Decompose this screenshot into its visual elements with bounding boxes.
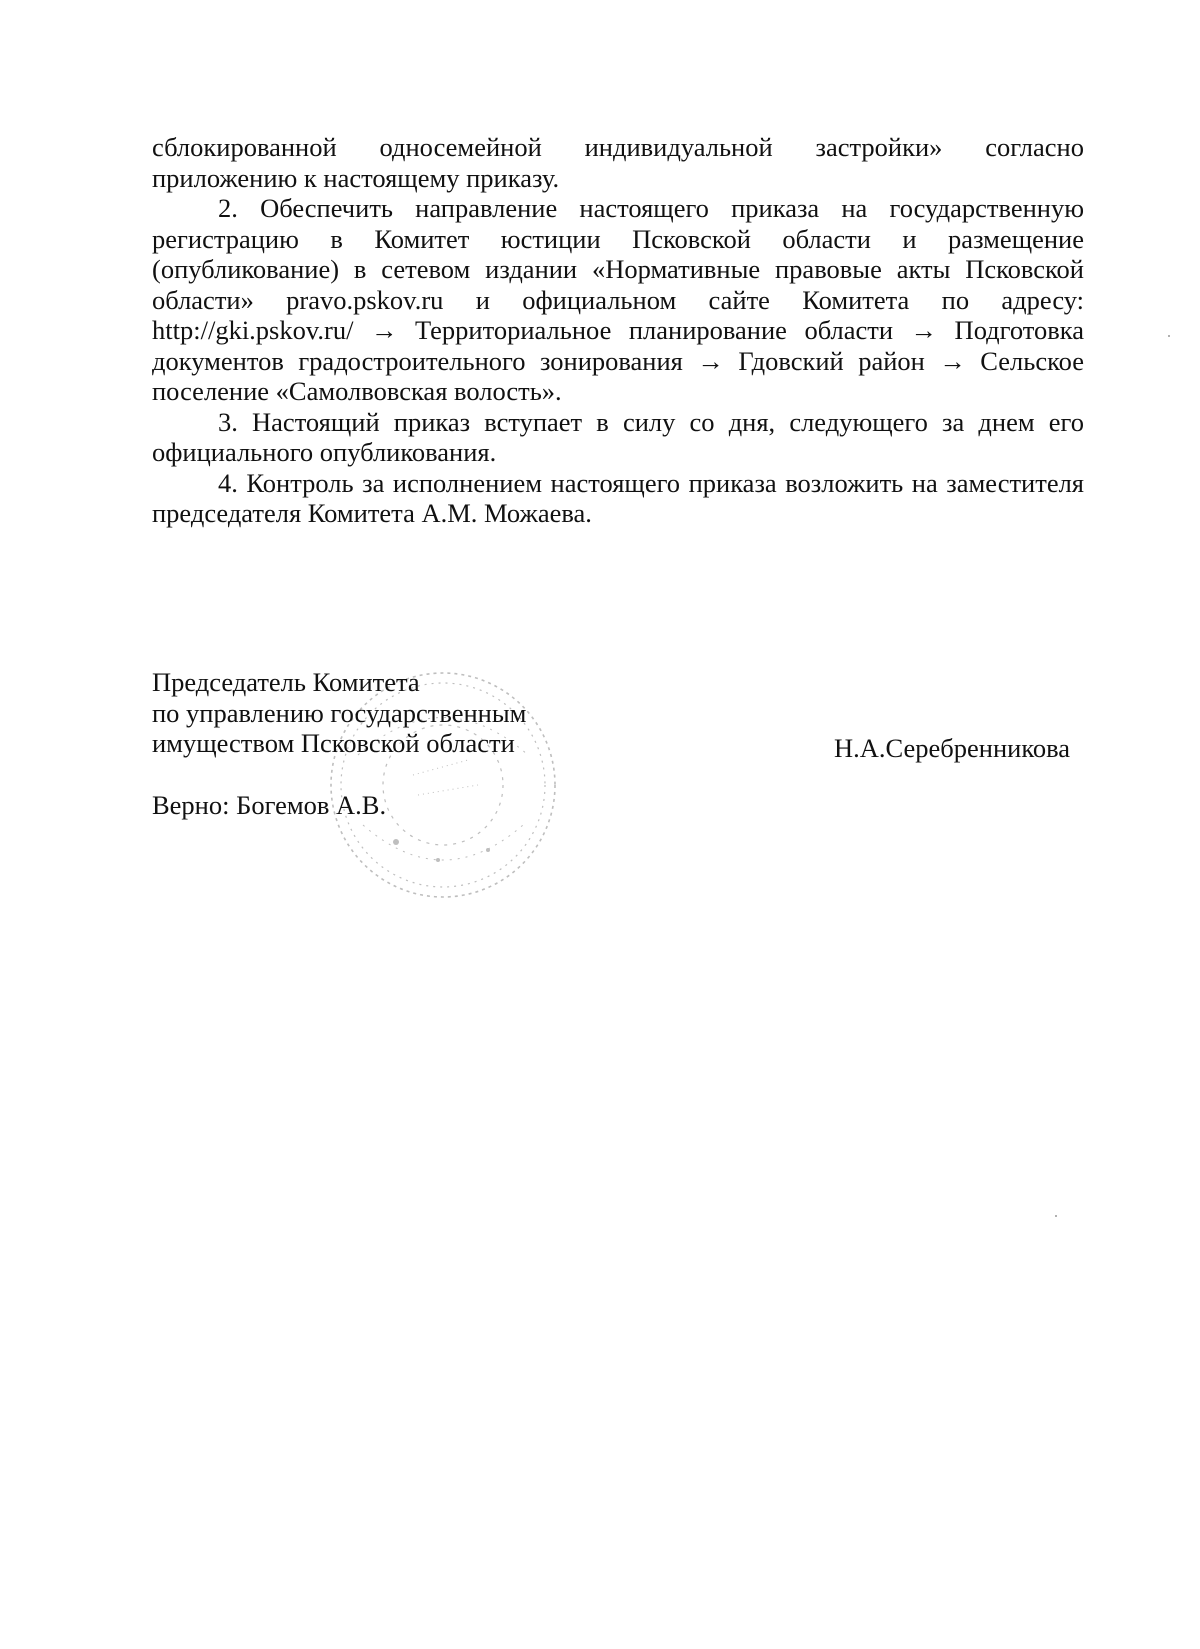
paragraph-4-control: 4. Контроль за исполнением настоящего приказа возложить на заместителя председателя Комитета А.М. Можаева. (152, 467, 1084, 528)
paragraph-2-publication: 2. Обеспечить направление настоящего приказа на государственную регистрацию в Комитет юстиции Псковской области и размещение (опубликование) в сетевом издании «Нормативные правовые акты Псковской области» pravo.pskov.ru и официальном сайте Комитета по адресу: http://gki.pskov.ru/ → Территориальное планирование области → Подготовка документов градостроительного зонирования → Гдовский район → Сельское поселение «Самолвовская волость». (152, 193, 1084, 406)
paragraph-3-effective-date: 3. Настоящий приказ вступает в силу со дня, следующего за днем его официального опубликования. (152, 406, 1084, 467)
verification-note: Верно: Богемов А.В. (152, 790, 387, 820)
signatory-position-line: по управлению государственным (152, 697, 527, 728)
scan-speck (1055, 1215, 1057, 1217)
order-body (152, 132, 1084, 529)
signatory-name: Н.А.Серебренникова (834, 733, 1071, 763)
signatory-position-line: Председатель Комитета (152, 667, 420, 697)
paragraph-continuation: сблокированной односемейной индивидуальной застройки» согласно приложению к настоящему приказу. (152, 132, 1084, 193)
signatory-position-line: имуществом Псковской области (152, 728, 515, 758)
signatory-position (152, 667, 526, 759)
scan-speck (1168, 335, 1170, 337)
